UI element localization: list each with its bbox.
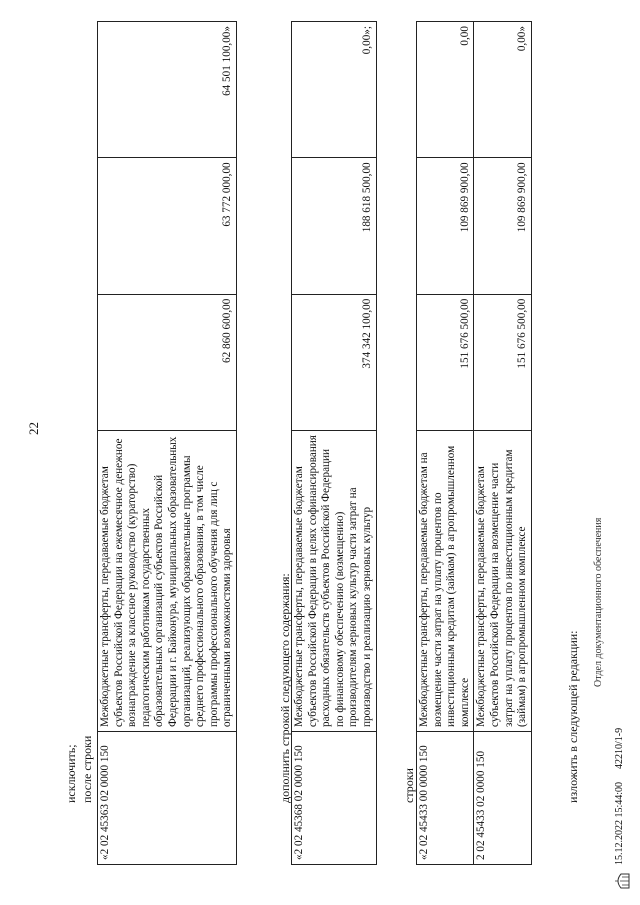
duma-emblem-icon xyxy=(612,871,632,891)
instruction-add-row: дополнить строкой следующего содержания: xyxy=(278,573,292,803)
instruction-set-forth: изложить в следующей редакции: xyxy=(566,630,580,803)
footer-department: Отдел документационного обеспечения xyxy=(593,517,604,687)
table-row xyxy=(417,22,474,865)
income-name: Межбюджетные трансферты, передаваемые бюджетам на возмещение части затрат на уплату процентов по инвестиционным кредитам (займам) в агропромышленном комплексе xyxy=(417,431,474,732)
amount-year-2: 109 869 900,00 xyxy=(474,158,531,294)
table-added-row xyxy=(291,21,377,865)
footer-timestamp: 15.12.2022 15:44:00 xyxy=(614,781,625,865)
budget-code: 2 02 45433 02 0000 150 xyxy=(474,732,531,865)
income-name: Межбюджетные трансферты, передаваемые бюджетам субъектов Российской Федерации на возмещение части затрат на уплату процентов по инвестиционным кредитам (займам) в агропромышленном комплексе xyxy=(474,431,531,732)
amount-year-3: 64 501 100,00» xyxy=(98,22,237,158)
amount-year-2: 188 618 500,00 xyxy=(292,158,377,294)
amount-year-1: 151 676 500,00 xyxy=(474,294,531,430)
amount-year-1: 62 860 600,00 xyxy=(98,294,237,430)
table-row xyxy=(292,22,377,865)
amount-year-3: 0,00» xyxy=(474,22,531,158)
instruction-after-row: после строки xyxy=(80,735,94,803)
table-row xyxy=(474,22,531,865)
table-amended-rows xyxy=(416,21,532,865)
budget-code: «2 02 45363 02 0000 150 xyxy=(98,732,237,865)
amount-year-1: 374 342 100,00 xyxy=(292,294,377,430)
amount-year-3: 0,00 xyxy=(417,22,474,158)
budget-code: «2 02 45368 02 0000 150 xyxy=(292,732,377,865)
footer-doc-code: 42210/1-9 xyxy=(614,727,625,769)
budget-code: «2 02 45433 00 0000 150 xyxy=(417,732,474,865)
amount-year-3: 0,00»; xyxy=(292,22,377,158)
instruction-rows: строки xyxy=(402,768,416,803)
income-name: Межбюджетные трансферты, передаваемые бюджетам субъектов Российской Федерации в целях софинансирования расходных обязательств субъектов Российской Федерации по финансовому обеспечению (возмещению) производителям зерновых культур части затрат на производство и реализацию зерновых культур xyxy=(292,431,377,732)
amount-year-2: 109 869 900,00 xyxy=(417,158,474,294)
page-number: 22 xyxy=(26,422,41,435)
amount-year-1: 151 676 500,00 xyxy=(417,294,474,430)
income-name: Межбюджетные трансферты, передаваемые бюджетам субъектов Российской Федерации на ежемесячное денежное вознаграждение за классное руководство (кураторство) педагогическим работникам государственных образовательных организаций субъектов Российской Федерации и г. Байконура, муниципальных образовательных организаций, реализующих образовательные программы среднего профессионального образования, в том числе программы профессионального обучения для лиц с ограниченными возможностями здоровья xyxy=(98,431,237,732)
table-row xyxy=(98,22,237,865)
instruction-exclude: исключить; xyxy=(64,744,78,803)
amount-year-2: 63 772 000,00 xyxy=(98,158,237,294)
table-excluded-row xyxy=(97,21,237,865)
